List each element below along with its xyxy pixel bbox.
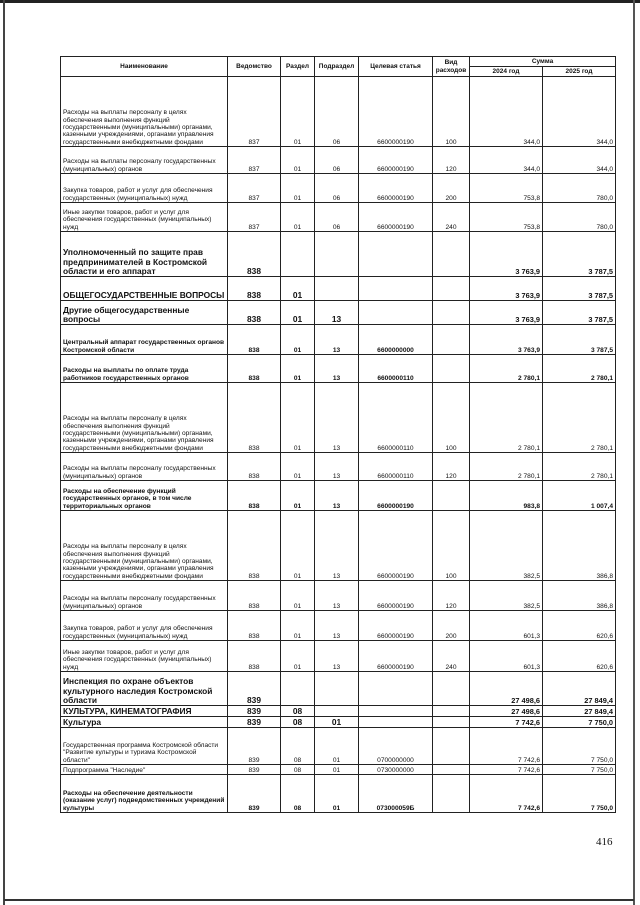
row-name: Расходы на выплаты персоналу государственных (муниципальных) органов: [61, 453, 228, 481]
header-name: Наименование: [61, 57, 228, 77]
table-row: [61, 706, 616, 717]
row-dept: 838: [228, 232, 281, 277]
row-dept: 838: [228, 325, 281, 355]
row-article: 6600000190: [359, 581, 433, 611]
row-article: 0700000000: [359, 728, 433, 765]
table-row: [61, 325, 616, 355]
row-dept: 838: [228, 581, 281, 611]
table-row: [61, 672, 616, 706]
row-dept: 839: [228, 775, 281, 813]
row-value-2024: 7 742,6: [470, 728, 543, 765]
row-value-2025: 7 750,0: [543, 765, 616, 775]
row-type: 120: [433, 581, 470, 611]
row-value-2025: 620,6: [543, 641, 616, 672]
row-type: 100: [433, 77, 470, 147]
scan-edge-top: [0, 0, 640, 3]
row-name: Расходы на выплаты персоналу в целях обеспечения выполнения функций государственными (муниципальными) органами, казенными учреждениями, органами управления государственными внебюджетными фондами: [61, 383, 228, 453]
row-section: 01: [281, 641, 315, 672]
row-type: [433, 325, 470, 355]
row-article: [359, 672, 433, 706]
row-dept: 839: [228, 728, 281, 765]
row-subsection: 06: [315, 203, 359, 232]
row-subsection: [315, 706, 359, 717]
row-article: [359, 277, 433, 301]
row-section: 01: [281, 611, 315, 641]
row-section: 08: [281, 717, 315, 728]
row-type: [433, 232, 470, 277]
table-row: [61, 481, 616, 511]
table-row: [61, 383, 616, 453]
row-value-2025: 386,8: [543, 511, 616, 581]
row-subsection: 13: [315, 611, 359, 641]
row-section: 01: [281, 147, 315, 174]
row-article: 6600000190: [359, 511, 433, 581]
row-article: 6600000190: [359, 611, 433, 641]
row-value-2024: 753,8: [470, 174, 543, 203]
row-article: [359, 717, 433, 728]
page-number: 416: [596, 836, 613, 848]
row-name: Уполномоченный по защите прав предпринимателей в Костромской области и его аппарат: [61, 232, 228, 277]
row-article: 6600000190: [359, 174, 433, 203]
table-row: [61, 511, 616, 581]
row-article: [359, 706, 433, 717]
row-name: Закупка товаров, работ и услуг для обеспечения государственных (муниципальных) нужд: [61, 174, 228, 203]
row-value-2024: 344,0: [470, 147, 543, 174]
row-section: 08: [281, 765, 315, 775]
row-dept: 838: [228, 277, 281, 301]
row-value-2024: 3 763,9: [470, 301, 543, 325]
header-dept: Ведомство: [228, 57, 281, 77]
header-sum: Сумма: [470, 57, 616, 67]
row-dept: 837: [228, 174, 281, 203]
row-article: 0730000000: [359, 765, 433, 775]
row-name: Расходы на обеспечение деятельности (оказание услуг) подведомственных учреждений культуры: [61, 775, 228, 813]
header-2024: 2024 год: [470, 67, 543, 77]
row-dept: 838: [228, 355, 281, 383]
header-section: Раздел: [281, 57, 315, 77]
row-article: 073000059Б: [359, 775, 433, 813]
row-name: Расходы на выплаты персоналу государственных (муниципальных) органов: [61, 147, 228, 174]
table-row: [61, 453, 616, 481]
row-article: [359, 232, 433, 277]
row-article: 6600000000: [359, 325, 433, 355]
row-type: 240: [433, 203, 470, 232]
header-2025: 2025 год: [543, 67, 616, 77]
row-article: 6600000110: [359, 383, 433, 453]
row-value-2025: 620,6: [543, 611, 616, 641]
header-article: Целевая статья: [359, 57, 433, 77]
table-row: [61, 301, 616, 325]
row-dept: 839: [228, 672, 281, 706]
table-row: [61, 581, 616, 611]
row-section: 01: [281, 174, 315, 203]
row-article: 6600000190: [359, 77, 433, 147]
row-subsection: [315, 232, 359, 277]
row-article: 6600000110: [359, 453, 433, 481]
row-dept: 837: [228, 77, 281, 147]
row-name: Центральный аппарат государственных органов Костромской области: [61, 325, 228, 355]
row-section: 01: [281, 77, 315, 147]
row-dept: 838: [228, 481, 281, 511]
row-subsection: 13: [315, 481, 359, 511]
row-article: 6600000190: [359, 147, 433, 174]
budget-table: [60, 56, 616, 813]
row-dept: 837: [228, 203, 281, 232]
row-type: 100: [433, 383, 470, 453]
table-row: [61, 277, 616, 301]
row-section: 01: [281, 383, 315, 453]
row-value-2025: 2 780,1: [543, 355, 616, 383]
row-article: 6600000190: [359, 641, 433, 672]
row-dept: 838: [228, 301, 281, 325]
row-type: [433, 355, 470, 383]
row-name: Государственная программа Костромской области "Развитие культуры и туризма Костромской области": [61, 728, 228, 765]
row-subsection: 01: [315, 775, 359, 813]
row-section: [281, 232, 315, 277]
row-value-2025: 7 750,0: [543, 775, 616, 813]
table-row: [61, 147, 616, 174]
table-row: [61, 174, 616, 203]
row-value-2025: 780,0: [543, 174, 616, 203]
header-type: Вид расходов: [433, 57, 470, 77]
row-subsection: 01: [315, 717, 359, 728]
header-subsection: Подраздел: [315, 57, 359, 77]
row-type: [433, 481, 470, 511]
row-subsection: 13: [315, 453, 359, 481]
row-subsection: 01: [315, 728, 359, 765]
row-type: 120: [433, 453, 470, 481]
table-row: [61, 77, 616, 147]
row-dept: 838: [228, 511, 281, 581]
row-name: Расходы на выплаты персоналу в целях обеспечения выполнения функций государственными (муниципальными) органами, казенными учреждениями, органами управления государственными внебюджетными фондами: [61, 77, 228, 147]
table-row: [61, 203, 616, 232]
table-row: [61, 728, 616, 765]
row-name: Культура: [61, 717, 228, 728]
row-name: Подпрограмма "Наследие": [61, 765, 228, 775]
table-row: [61, 355, 616, 383]
row-value-2025: 344,0: [543, 77, 616, 147]
row-subsection: 13: [315, 383, 359, 453]
row-value-2025: 3 787,5: [543, 301, 616, 325]
row-value-2024: 601,3: [470, 611, 543, 641]
row-value-2024: 3 763,9: [470, 232, 543, 277]
row-value-2024: 753,8: [470, 203, 543, 232]
row-type: 120: [433, 147, 470, 174]
row-value-2025: 780,0: [543, 203, 616, 232]
row-section: 08: [281, 728, 315, 765]
row-type: [433, 301, 470, 325]
row-value-2024: 983,8: [470, 481, 543, 511]
row-section: 01: [281, 203, 315, 232]
row-type: [433, 277, 470, 301]
row-dept: 838: [228, 611, 281, 641]
scan-edge-left: [3, 0, 5, 905]
table-row: [61, 641, 616, 672]
row-value-2025: 2 780,1: [543, 453, 616, 481]
row-section: 01: [281, 581, 315, 611]
row-subsection: 13: [315, 641, 359, 672]
row-section: 01: [281, 301, 315, 325]
row-value-2025: 27 849,4: [543, 672, 616, 706]
table-row: [61, 611, 616, 641]
row-subsection: 06: [315, 77, 359, 147]
table-row: [61, 775, 616, 813]
scan-edge-bottom: [4, 899, 634, 901]
row-value-2025: 7 750,0: [543, 728, 616, 765]
row-value-2024: 601,3: [470, 641, 543, 672]
row-section: 01: [281, 453, 315, 481]
row-subsection: 13: [315, 581, 359, 611]
row-name: Расходы на обеспечение функций государственных органов, в том числе территориальных органов: [61, 481, 228, 511]
row-value-2025: 1 007,4: [543, 481, 616, 511]
row-name: Инспекция по охране объектов культурного наследия Костромской области: [61, 672, 228, 706]
row-section: 01: [281, 355, 315, 383]
row-section: 01: [281, 511, 315, 581]
row-name: Иные закупки товаров, работ и услуг для обеспечения государственных (муниципальных) нужд: [61, 203, 228, 232]
row-type: [433, 765, 470, 775]
row-dept: 838: [228, 453, 281, 481]
row-type: 240: [433, 641, 470, 672]
row-article: [359, 301, 433, 325]
row-value-2024: 344,0: [470, 77, 543, 147]
row-subsection: 06: [315, 147, 359, 174]
row-subsection: [315, 277, 359, 301]
row-section: [281, 672, 315, 706]
row-name: Другие общегосударственные вопросы: [61, 301, 228, 325]
row-name: Расходы на выплаты по оплате труда работников государственных органов: [61, 355, 228, 383]
row-type: [433, 717, 470, 728]
row-type: 100: [433, 511, 470, 581]
scan-edge-right: [633, 0, 635, 905]
row-dept: 839: [228, 717, 281, 728]
row-dept: 839: [228, 765, 281, 775]
row-section: 01: [281, 481, 315, 511]
row-value-2024: 2 780,1: [470, 453, 543, 481]
row-value-2024: 2 780,1: [470, 355, 543, 383]
table-row: [61, 765, 616, 775]
row-subsection: 06: [315, 174, 359, 203]
row-value-2024: 3 763,9: [470, 277, 543, 301]
row-dept: 839: [228, 706, 281, 717]
row-value-2025: 27 849,4: [543, 706, 616, 717]
row-value-2025: 3 787,5: [543, 277, 616, 301]
row-name: Иные закупки товаров, работ и услуг для обеспечения государственных (муниципальных) нужд: [61, 641, 228, 672]
row-name: ОБЩЕГОСУДАРСТВЕННЫЕ ВОПРОСЫ: [61, 277, 228, 301]
row-value-2024: 382,5: [470, 511, 543, 581]
row-value-2024: 7 742,6: [470, 717, 543, 728]
row-section: 01: [281, 277, 315, 301]
row-subsection: 13: [315, 325, 359, 355]
row-article: 6600000190: [359, 203, 433, 232]
row-value-2024: 3 763,9: [470, 325, 543, 355]
row-name: КУЛЬТУРА, КИНЕМАТОГРАФИЯ: [61, 706, 228, 717]
row-dept: 838: [228, 641, 281, 672]
row-article: 6600000110: [359, 355, 433, 383]
row-subsection: 01: [315, 765, 359, 775]
row-value-2025: 7 750,0: [543, 717, 616, 728]
row-name: Расходы на выплаты персоналу в целях обеспечения выполнения функций государственными (муниципальными) органами, казенными учреждениями, органами управления государственными внебюджетными фондами: [61, 511, 228, 581]
row-subsection: 13: [315, 355, 359, 383]
row-value-2025: 2 780,1: [543, 383, 616, 453]
row-name: Закупка товаров, работ и услуг для обеспечения государственных (муниципальных) нужд: [61, 611, 228, 641]
row-section: 01: [281, 325, 315, 355]
row-dept: 838: [228, 383, 281, 453]
row-subsection: [315, 672, 359, 706]
row-value-2024: 7 742,6: [470, 765, 543, 775]
row-type: [433, 706, 470, 717]
row-section: 08: [281, 706, 315, 717]
row-value-2024: 27 498,6: [470, 706, 543, 717]
row-type: 200: [433, 174, 470, 203]
row-subsection: 13: [315, 301, 359, 325]
row-value-2025: 3 787,5: [543, 232, 616, 277]
row-type: [433, 728, 470, 765]
row-value-2025: 3 787,5: [543, 325, 616, 355]
row-type: [433, 672, 470, 706]
row-name: Расходы на выплаты персоналу государственных (муниципальных) органов: [61, 581, 228, 611]
row-article: 6600000190: [359, 481, 433, 511]
table-row: [61, 717, 616, 728]
row-value-2025: 344,0: [543, 147, 616, 174]
row-value-2024: 27 498,6: [470, 672, 543, 706]
row-value-2024: 7 742,6: [470, 775, 543, 813]
row-value-2025: 386,8: [543, 581, 616, 611]
row-dept: 837: [228, 147, 281, 174]
row-value-2024: 2 780,1: [470, 383, 543, 453]
row-type: 200: [433, 611, 470, 641]
row-subsection: 13: [315, 511, 359, 581]
table-row: [61, 232, 616, 277]
row-value-2024: 382,5: [470, 581, 543, 611]
row-type: [433, 775, 470, 813]
row-section: 08: [281, 775, 315, 813]
